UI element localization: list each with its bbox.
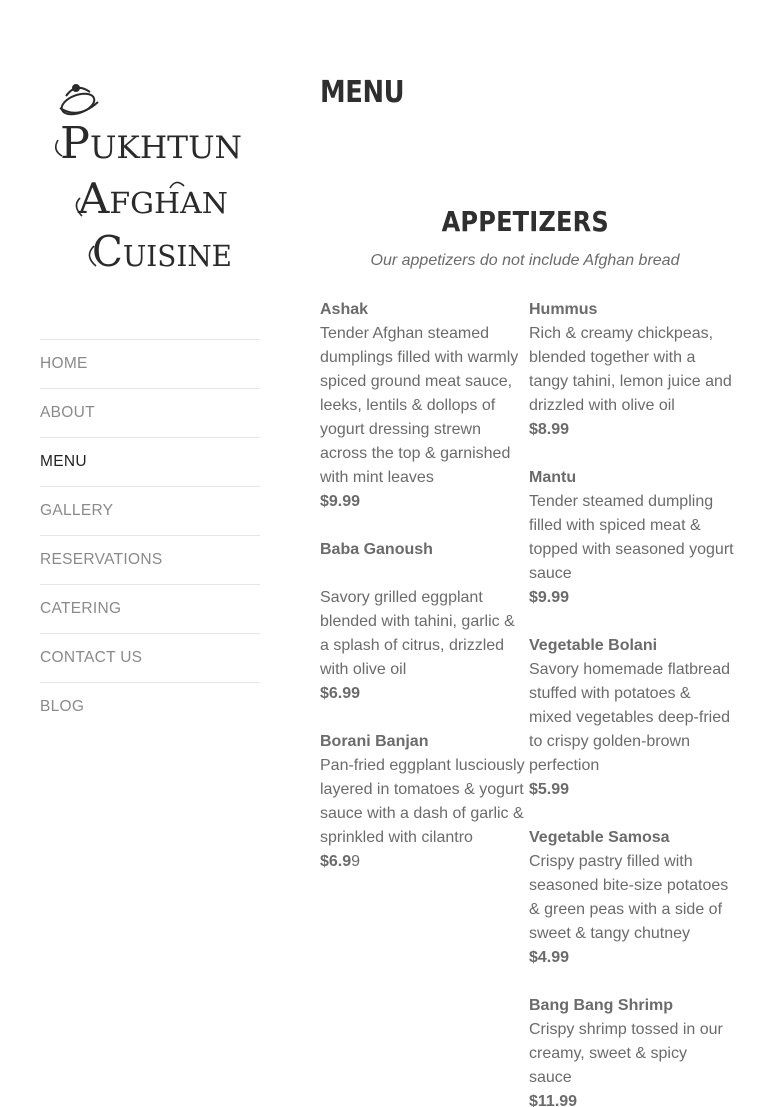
nav-item-gallery[interactable]: GALLERY <box>40 487 260 536</box>
menu-item-name: Ashak <box>320 301 369 318</box>
section-title <box>320 205 730 238</box>
menu-item <box>529 298 734 442</box>
logo-graphic <box>50 78 250 278</box>
menu-item-price: $11.99 <box>529 1093 578 1107</box>
menu-column-left <box>320 298 525 898</box>
menu-item-name: Vegetable Samosa <box>529 829 670 846</box>
menu-item-price: $5.99 <box>529 781 570 798</box>
spacer <box>320 562 525 586</box>
main-content <box>320 70 734 1107</box>
menu-column-right <box>529 298 734 1107</box>
menu-item <box>529 466 734 610</box>
menu-item <box>529 634 734 802</box>
nav-item-about[interactable]: ABOUT <box>40 389 260 438</box>
main-navigation <box>40 339 260 731</box>
logo-line-1: Pukhtun <box>60 118 242 169</box>
menu-item-description: Savory grilled eggplant blended with tahini, garlic & a splash of citrus, drizzled with olive oil <box>320 589 515 678</box>
menu-item-description: Crispy pastry filled with seasoned bite-size potatoes & green peas with a side of sweet & tangy chutney <box>529 853 729 942</box>
logo-line-3: Cuisine <box>92 227 232 276</box>
menu-item-name: Bang Bang Shrimp <box>529 997 674 1014</box>
menu-item-description: Tender steamed dumpling filled with spiced meat & topped with seasoned yogurt sauce <box>529 493 734 582</box>
menu-item-name: Vegetable Bolani <box>529 637 658 654</box>
nav-item-catering[interactable]: CATERING <box>40 585 260 634</box>
menu-item-price-tail: 9 <box>351 853 361 870</box>
menu-item-description: Crispy shrimp tossed in our creamy, sweet & spicy sauce <box>529 1021 723 1086</box>
menu-item <box>320 538 525 706</box>
nav-item-reservations[interactable]: RESERVATIONS <box>40 536 260 585</box>
menu-item-name: Hummus <box>529 301 598 318</box>
menu-item-name: Borani Banjan <box>320 733 429 750</box>
menu-item-description: Rich & creamy chickpeas, blended together with a tangy tahini, lemon juice and drizzled with olive oil <box>529 325 732 414</box>
menu-item-name: Baba Ganoush <box>320 541 433 558</box>
menu-item-price: $9.99 <box>529 589 570 606</box>
menu-item-name: Mantu <box>529 469 577 486</box>
menu-item-price: $6.99 <box>320 685 361 702</box>
menu-item <box>320 730 525 874</box>
menu-item-description: Pan-fried eggplant lusciously layered in tomatoes & yogurt sauce with a dash of garlic & sprinkled with cilantro <box>320 757 525 846</box>
menu-item-description: Tender Afghan steamed dumplings filled with warmly spiced ground meat sauce, leeks, lentils & dollops of yogurt dressing strewn across the top & garnished with mint leaves <box>320 325 519 486</box>
nav-item-blog[interactable]: BLOG <box>40 698 85 715</box>
menu-item-price: $4.99 <box>529 949 570 966</box>
section-title-text: APPETIZERS <box>441 205 609 239</box>
nav-item-home[interactable]: HOME <box>40 340 260 389</box>
sidebar <box>40 78 260 715</box>
section-subtitle: Our appetizers do not include Afghan bread <box>370 252 680 269</box>
menu-item-price: $9.99 <box>320 493 361 510</box>
menu-item <box>320 298 525 514</box>
nav-item-contact-us[interactable]: CONTACT US <box>40 634 260 683</box>
menu-item-price <box>320 850 525 874</box>
menu-item-description: Savory homemade flatbread stuffed with potatoes & mixed vegetables deep-fried to crispy golden-brown perfection <box>529 661 731 774</box>
logo-line-2: Afghan <box>76 174 228 223</box>
nav-item-menu[interactable]: MENU <box>40 438 260 487</box>
menu-item <box>529 826 734 970</box>
menu-item-price: $8.99 <box>529 421 570 438</box>
site-logo[interactable] <box>50 78 270 278</box>
page-title: MENU <box>320 75 405 110</box>
menu-item-price-main: $6.9 <box>320 853 352 870</box>
menu-item <box>529 994 734 1107</box>
